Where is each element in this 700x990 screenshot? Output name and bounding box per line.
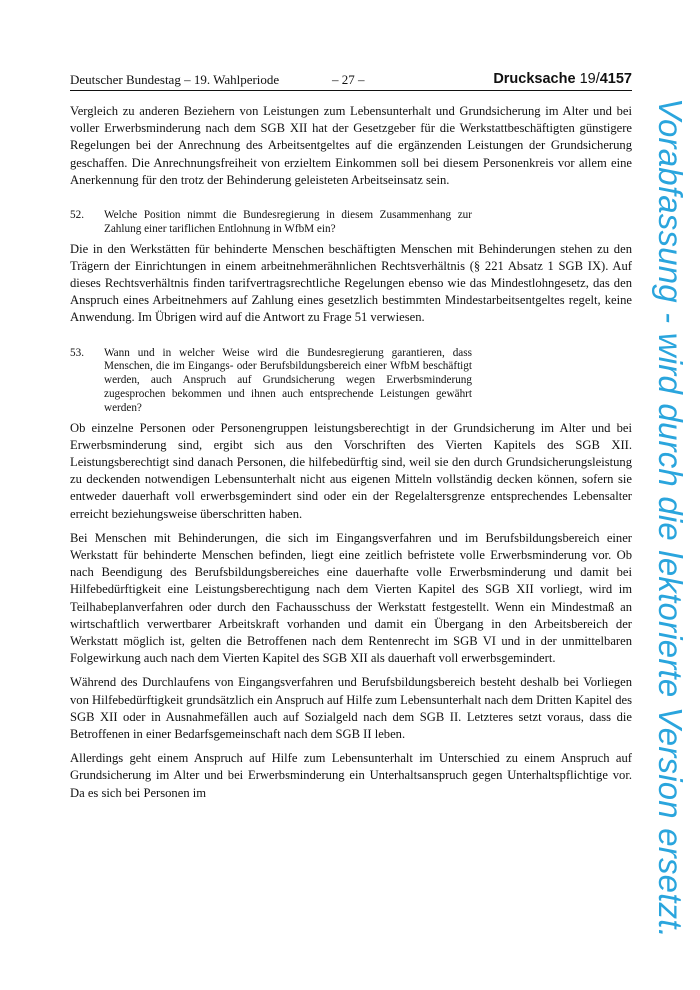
- paragraph: Vergleich zu anderen Beziehern von Leistungen zum Lebensunterhalt und Grundsicherung im Alter und bei voller Erwerbsminderung nach dem SGB XII hat der Gesetzgeber für die Werkstattbeschäftigten günstigere Regelungen bei der Anrechnung des Arbeitsentgeltes auf die ergänzenden Leistungen der Grundsicherung geschaffen. Die Anrechnungsfreiheit von erzieltem Einkommen soll bei diesem Personenkreis vor allem eine Anerkennung für den trotz der Behinderung geleisteten Arbeitseinsatz sein.: [70, 104, 632, 187]
- answer-paragraph: Während des Durchlaufens von Eingangsverfahren und Berufsbildungsbereich besteht deshalb bei Vorliegen von Hilfebedürftigkeit grundsätzlich ein Anspruch auf Hilfe zum Lebensunterhalt nach dem Dritten Kapitel des SGB XII oder in Ausnahmefällen auch auf Sozialgeld nach dem SGB II. Letzteres setzt voraus, dass die Betroffenen in einer Bedarfsgemeinschaft nach dem SGB II leben.: [70, 675, 632, 742]
- question-text: Wann und in welcher Weise wird die Bundesregierung garantieren, dass Menschen, die im Eingangs- oder Berufsbildungsbereich einer WfbM beschäftigt werden, auch Anspruch auf Grundsicherung wegen Erwerbsminderung zugesprochen bekommen und ihnen auch entsprechende Leistungen gewährt werden?: [104, 346, 472, 414]
- answer-paragraph: Die in den Werkstätten für behinderte Menschen beschäftigten Menschen mit Behinderungen stehen zu den Trägern der Einrichtungen in einem arbeitnehmerähnlichen Rechtsverhältnis (§ 221 Absatz 1 SGB IX). Auf dieses Rechtsverhältnis finden tarifvertragsrechtliche Regelungen ebenso wie das Mindestlohngesetz, das den Anspruch eines Arbeitnehmers auf Zahlung eines gesetzlich bestimmten Mindestarbeitsentgeltes regelt, keine Anwendung. Im Übrigen wird auf die Antwort zu Frage 51 verwiesen.: [70, 241, 632, 325]
- question-text: Welche Position nimmt die Bundesregierung in diesem Zusammenhang zur Zahlung einer tariflichen Entlohnung in WfbM ein?: [104, 209, 472, 235]
- page-header: [70, 70, 632, 90]
- header-rule: [70, 90, 632, 91]
- page-body: [70, 103, 632, 809]
- doc-number-prefix: 19/: [579, 71, 600, 87]
- answer-paragraph: Allerdings geht einem Anspruch auf Hilfe zum Lebensunterhalt im Unterschied zu einem Anspruch auf Grundsicherung im Alter und bei Erwerbsminderung ein Unterhaltsanspruch gegen Unterhaltspflichtige vor. Da es sich bei Personen im: [70, 751, 632, 800]
- draft-watermark: [644, 98, 696, 939]
- watermark-text: Vorabfassung - wird durch die lektorierte Version ersetzt.: [652, 98, 689, 939]
- parliament-period: Deutscher Bundestag – 19. Wahlperiode: [70, 72, 280, 87]
- answer-paragraph: Bei Menschen mit Behinderungen, die sich im Eingangsverfahren und im Berufsbildungsbereich einer Werkstatt für behinderte Menschen befinden, liegt eine zeitlich befristete volle Erwerbsminderung vor. Ob nach Beendigung des Berufsbildungsbereiches eine dauerhafte volle Erwerbsminderung und damit bei Hilfebedürftigkeit eine Leistungsberechtigung nach dem Vierten Kapitel des SGB XII vorliegt, wird im Teilhabeplanverfahren oder durch den Fachausschuss der Werkstatt festgestellt. Wenn ein Mindestmaß an wirtschaftlich verwertbarer Arbeitskraft vorhanden und damit ein Übergang in den Arbeitsbereich der Werkstatt möglich ist, gelten die Betroffenen nach dem Rentenrecht im SGB VI und in der unmittelbaren Folgewirkung auch nach dem Vierten Kapitel des SGB XII als dauerhaft voll erwerbsgemindert.: [70, 530, 632, 666]
- question-52: [70, 209, 632, 237]
- question-number: 52.: [70, 209, 84, 222]
- doc-number: 4157: [599, 71, 632, 87]
- answer-paragraph: Ob einzelne Personen oder Personengruppen leistungsberechtigt in der Grundsicherung im Alter und bei Erwerbsminderung sind, ergibt sich aus den Vorschriften des Vierten Kapitels des SGB XII. Leistungsberechtigt sind danach Personen, die hilfebedürftig sind, weil sie den durch Grundsicherungsleistung zu deckenden notwendigen Lebensunterhalt nicht aus eigenen Mitteln vollständig decken können, sofern sie entweder dauerhaft voll erwerbsgemindert sind oder ein der Regelaltersgrenze entsprechendes Lebensalter erreicht beziehungsweise überschritten haben.: [70, 420, 632, 521]
- question-number: 53.: [70, 346, 84, 359]
- document-number: [493, 69, 632, 89]
- page-number: – 27 –: [332, 72, 365, 87]
- question-53: [70, 347, 632, 416]
- doc-label: Drucksache: [493, 71, 576, 87]
